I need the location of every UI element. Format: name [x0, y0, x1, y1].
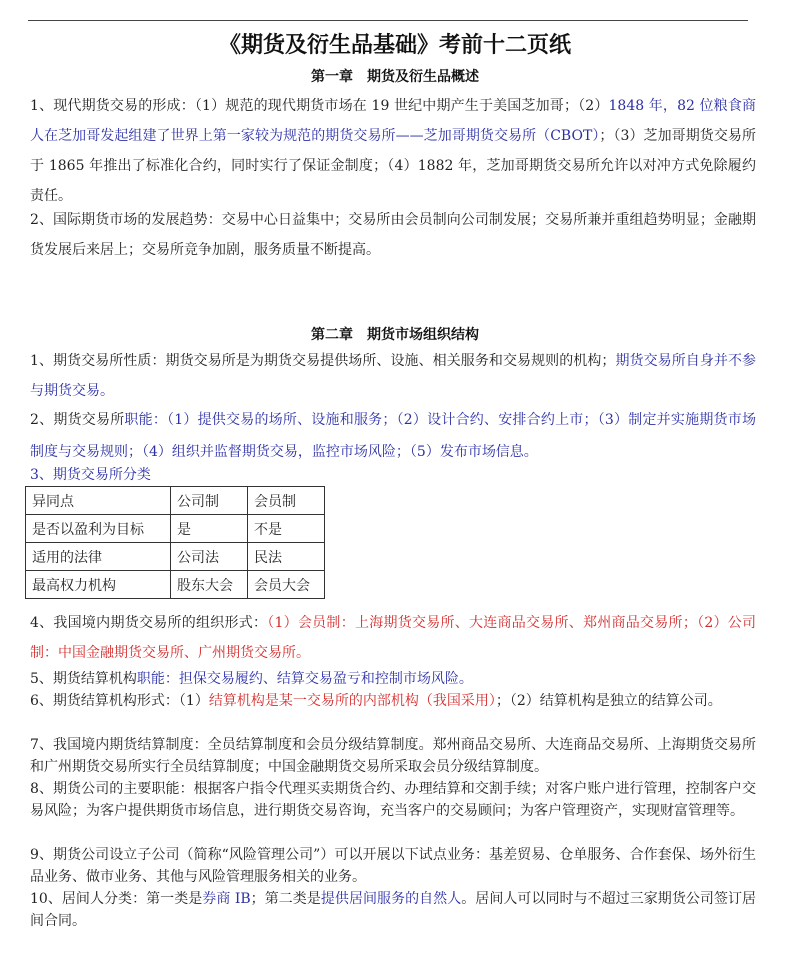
table-cell: 股东大会 — [171, 571, 248, 599]
ch2-p5-text-a: 5、期货结算机构 — [30, 671, 137, 687]
ch2-paragraph-8: 8、期货公司的主要职能：根据客户指令代理买卖期货合约、办理结算和交割手续；对客户账户进行管理，控制客户交易风险；为客户提供期货市场信息，进行期货交易咨询，充当客户的交易顾问；为客户管理资产，实现财富管理等。 — [30, 781, 756, 819]
table-cell: 不是 — [248, 515, 325, 543]
ch2-p1-highlight: 期货交易所自身并不参与期货交易。 — [30, 353, 757, 399]
table-cell: 会员大会 — [248, 571, 325, 599]
ch2-p5-highlight: 职能：担保交易履约、结算交易盈亏和控制市场风险。 — [136, 671, 473, 687]
ch2-p6-text-c: ；（2）结算机构是独立的结算公司。 — [495, 693, 722, 709]
ch2-p10-text-a: 10、居间人分类：第一类是 — [30, 891, 203, 907]
ch1-p1-text-a: 1、现代期货交易的形成：（1）规范的现代期货市场在 19 世纪中期产生于美国芝加哥；（2） — [30, 98, 609, 114]
ch2-paragraph-7: 7、我国境内期货结算制度：全员结算制度和会员分级结算制度。郑州商品交易所、大连商品交易所、上海期货交易所和广州期货交易所实行全员结算制度；中国金融期货交易所采取会员分级结算制度。 — [30, 737, 756, 775]
table-cell: 最高权力机构 — [26, 571, 171, 599]
table-row — [26, 515, 325, 543]
ch2-p6-text-a: 6、期货结算机构形式：（1） — [30, 693, 209, 709]
ch2-p2-text-a: 2、期货交易所 — [30, 412, 125, 428]
table-cell: 适用的法律 — [26, 543, 171, 571]
ch2-p6-highlight: 结算机构是某一交易所的内部机构（我国采用） — [208, 693, 496, 709]
chapter-2-heading: 第二章 期货市场组织结构 — [311, 327, 479, 343]
table-row — [26, 571, 325, 599]
ch2-paragraph-3: 3、期货交易所分类 — [30, 467, 151, 483]
ch1-paragraph-2: 2、国际期货市场的发展趋势：交易中心日益集中；交易所由会员制向公司制发展；交易所兼并重组趋势明显；金融期货发展后来居上；交易所竞争加剧，服务质量不断提高。 — [30, 212, 756, 258]
chapter-1-heading: 第一章 期货及衍生品概述 — [311, 69, 479, 85]
table-row — [26, 543, 325, 571]
table-cell: 公司法 — [171, 543, 248, 571]
ch2-p10-highlight-2: 提供居间服务的自然人 — [320, 891, 462, 907]
table-cell: 是 — [171, 515, 248, 543]
ch2-paragraph-5 — [30, 668, 756, 690]
ch2-p10-highlight-1: 券商 IB — [202, 891, 251, 907]
exchange-comparison-table — [25, 486, 325, 599]
ch2-p4-text-a: 4、我国境内期货交易所的组织形式： — [30, 615, 268, 631]
table-header-cell: 公司制 — [171, 487, 248, 515]
table-header-row — [26, 487, 325, 515]
ch1-p1-text-c: ；（3）芝加哥期货交易所于 1865 年推出了标准化合约，同时实行了保证金制度；（4）1882 年，芝加哥期货交易所允许以对冲方式免除履约责任。 — [30, 128, 756, 204]
ch1-paragraph-1 — [30, 91, 756, 211]
ch2-paragraph-4 — [30, 608, 756, 668]
ch1-p1-highlight: 1848 年，82 位粮食商人在芝加哥发起组建了世界上第一家较为规范的期货交易所——芝加哥期货交易所（CBOT） — [30, 98, 757, 144]
ch2-p4-highlight: （1）会员制：上海期货交易所、大连商品交易所、郑州商品交易所；（2）公司制：中国金融期货交易所、广州期货交易所。 — [30, 615, 757, 661]
ch2-paragraph-10 — [30, 888, 756, 932]
ch2-paragraph-9: 9、期货公司设立子公司（简称“风险管理公司”）可以开展以下试点业务：基差贸易、仓单服务、合作套保、场外衍生品业务、做市业务、其他与风险管理服务相关的业务。 — [30, 847, 756, 885]
document-title: 《期货及衍生品基础》考前十二页纸 — [218, 33, 571, 58]
table-cell: 民法 — [248, 543, 325, 571]
ch2-p2-highlight: 职能：（1）提供交易的场所、设施和服务；（2）设计合约、安排合约上市；（3）制定并实施期货市场制度与交易规则；（4）组织并监督期货交易，监控市场风险；（5）发布市场信息。 — [30, 412, 756, 460]
ch2-paragraph-1 — [30, 346, 756, 406]
table-header-cell: 会员制 — [248, 487, 325, 515]
table-header-cell: 异同点 — [26, 487, 171, 515]
table-cell: 是否以盈利为目标 — [26, 515, 171, 543]
ch2-paragraph-6 — [30, 690, 756, 712]
ch2-p10-text-e: 。居间人可以同时与不超过三家期货公司签订居间合同。 — [30, 891, 757, 929]
top-rule — [28, 20, 748, 21]
ch2-p10-text-c: ；第二类是 — [250, 891, 321, 907]
ch2-p1-text-a: 1、期货交易所性质：期货交易所是为期货交易提供场所、设施、相关服务和交易规则的机构； — [30, 353, 616, 369]
ch2-paragraph-2 — [30, 404, 756, 468]
